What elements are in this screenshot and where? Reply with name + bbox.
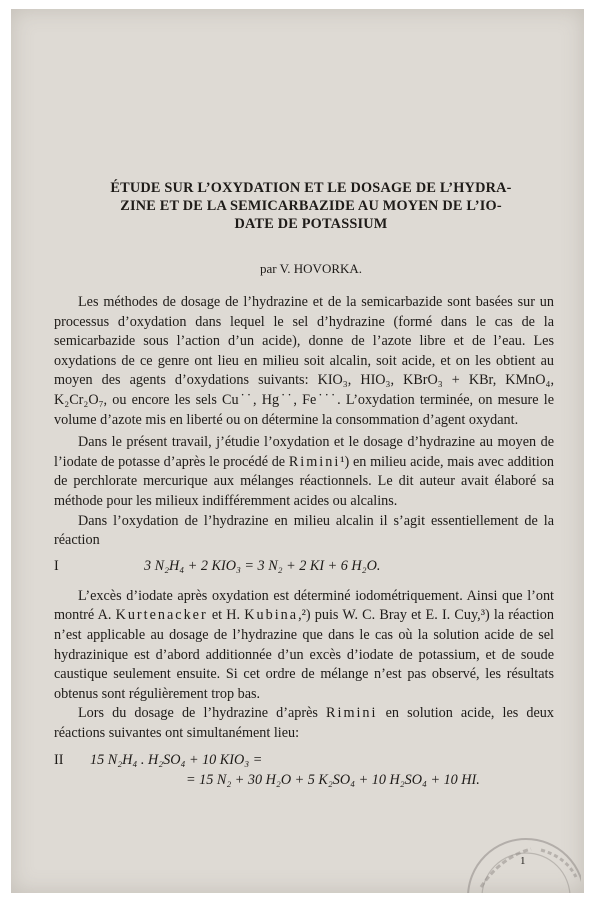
paragraph-5 <box>54 704 554 743</box>
title-line-2: ZINE ET DE LA SEMICARBAZIDE AU MOYEN DE L’IO- <box>120 198 502 214</box>
paragraph-4-text-b: la réaction n’est applicable au dosage de l’hydrazine que dans le cas où la solution acide de sel hydrazinique est d’abord additionnée d’un excès d’iodate de potassium, et de soude caustique seulement ensuite. Si cet ordre de mélange n’est pas observé, les résultats obtenus sont régulièrement trop bas. <box>54 607 554 702</box>
paragraph-4-text-a: L’excès d’iodate après oxydation est déterminé iodométriquement. Ainsi que l’ont montré A. <box>54 587 554 624</box>
title-line-3: DATE DE POTASSIUM <box>234 216 388 232</box>
paragraph-2 <box>54 433 554 511</box>
reference-mark-3: ³) <box>480 607 490 624</box>
paragraph-2-text-b: en milieu acide, mais avec addition de perchlorate mercurique aux mélanges réactionnels. Le dit auteur avait élaboré sa méthode pour les milieux indifféremment acides ou alcalins. <box>54 453 554 509</box>
reference-mark-1: ¹) <box>340 453 350 470</box>
equation-2-line-2: = 15 N₂ + 30 H₂O + 5 K₂SO₄ + 10 H₂SO₄ + 10 HI. <box>186 772 480 789</box>
equation-1-number: I <box>54 557 59 574</box>
paragraph-4-text-mid-2: puis W. C. Bray et E. I. Cuy, <box>310 607 481 624</box>
equation-1 <box>54 555 554 579</box>
equation-2-number: II <box>54 752 64 769</box>
paragraph-1: Les méthodes de dosage de l’hydrazine et de la semicarbazide sont basées sur un processus d’oxydation dans lequel le sel d’hydrazine (formé dans le cas de la semicarbazide sous l’action d’un acide), donne de l’azote libre et de l’eau. Les oxydations de ce genre ont lieu en milieu soit alcalin, soit acide, et on les obtient au moyen des agents d’oxydations suivants: KIO₃, HIO₃, KBrO₃ + KBr, KMnO₄, K₂Cr₂O₇, ou encore les sels Cu˙˙, Hg˙˙, Fe˙˙˙. L’oxydation terminée, on mesure le volume d’azote mis en liberté ou on détermine la consommation d’agent oxydant. <box>54 294 554 428</box>
document-page <box>11 9 584 893</box>
title-line-1: ÉTUDE SUR L’OXYDATION ET LE DOSAGE DE L’HYDRA- <box>110 180 512 196</box>
equation-2 <box>54 751 554 793</box>
paragraph-2-text-a: Dans le présent travail, j’étudie l’oxydation et le dosage d’hydrazine au moyen de l’iodate de potasse d’après le procédé de <box>54 434 554 470</box>
reference-mark-2: ,²) <box>298 607 311 624</box>
paragraph-4-text-mid-1: et H. <box>207 607 245 624</box>
article-title <box>51 179 571 233</box>
paragraph-5-text-b: en solution acide, les deux réactions suivantes ont simultanément lieu: <box>54 705 554 741</box>
author-name-kubina: Kubina <box>244 607 299 624</box>
article-body <box>54 293 554 793</box>
paragraph-4 <box>54 587 554 705</box>
author-name-kurtenacker: Kurtenacker <box>115 607 208 624</box>
author-name-rimini: Rimini <box>288 453 341 470</box>
equation-2-line-1: 15 N₂H₄ . H₂SO₄ + 10 KIO₃ = <box>90 752 263 769</box>
author-name-rimini-2: Rimini <box>326 705 378 722</box>
paragraph-3: Dans l’oxydation de l’hydrazine en milieu alcalin il s’agit essentiellement de la réaction <box>54 512 554 549</box>
library-stamp-icon <box>431 817 581 893</box>
author-line: par V. HOVORKA. <box>259 261 363 276</box>
equation-1-expression: 3 N₂H₄ + 2 KIO₃ = 3 N₂ + 2 KI + 6 H₂O. <box>144 557 381 574</box>
page-number: 1 <box>520 855 526 867</box>
paragraph-5-text-a: Lors du dosage de l’hydrazine d’après <box>78 705 327 722</box>
